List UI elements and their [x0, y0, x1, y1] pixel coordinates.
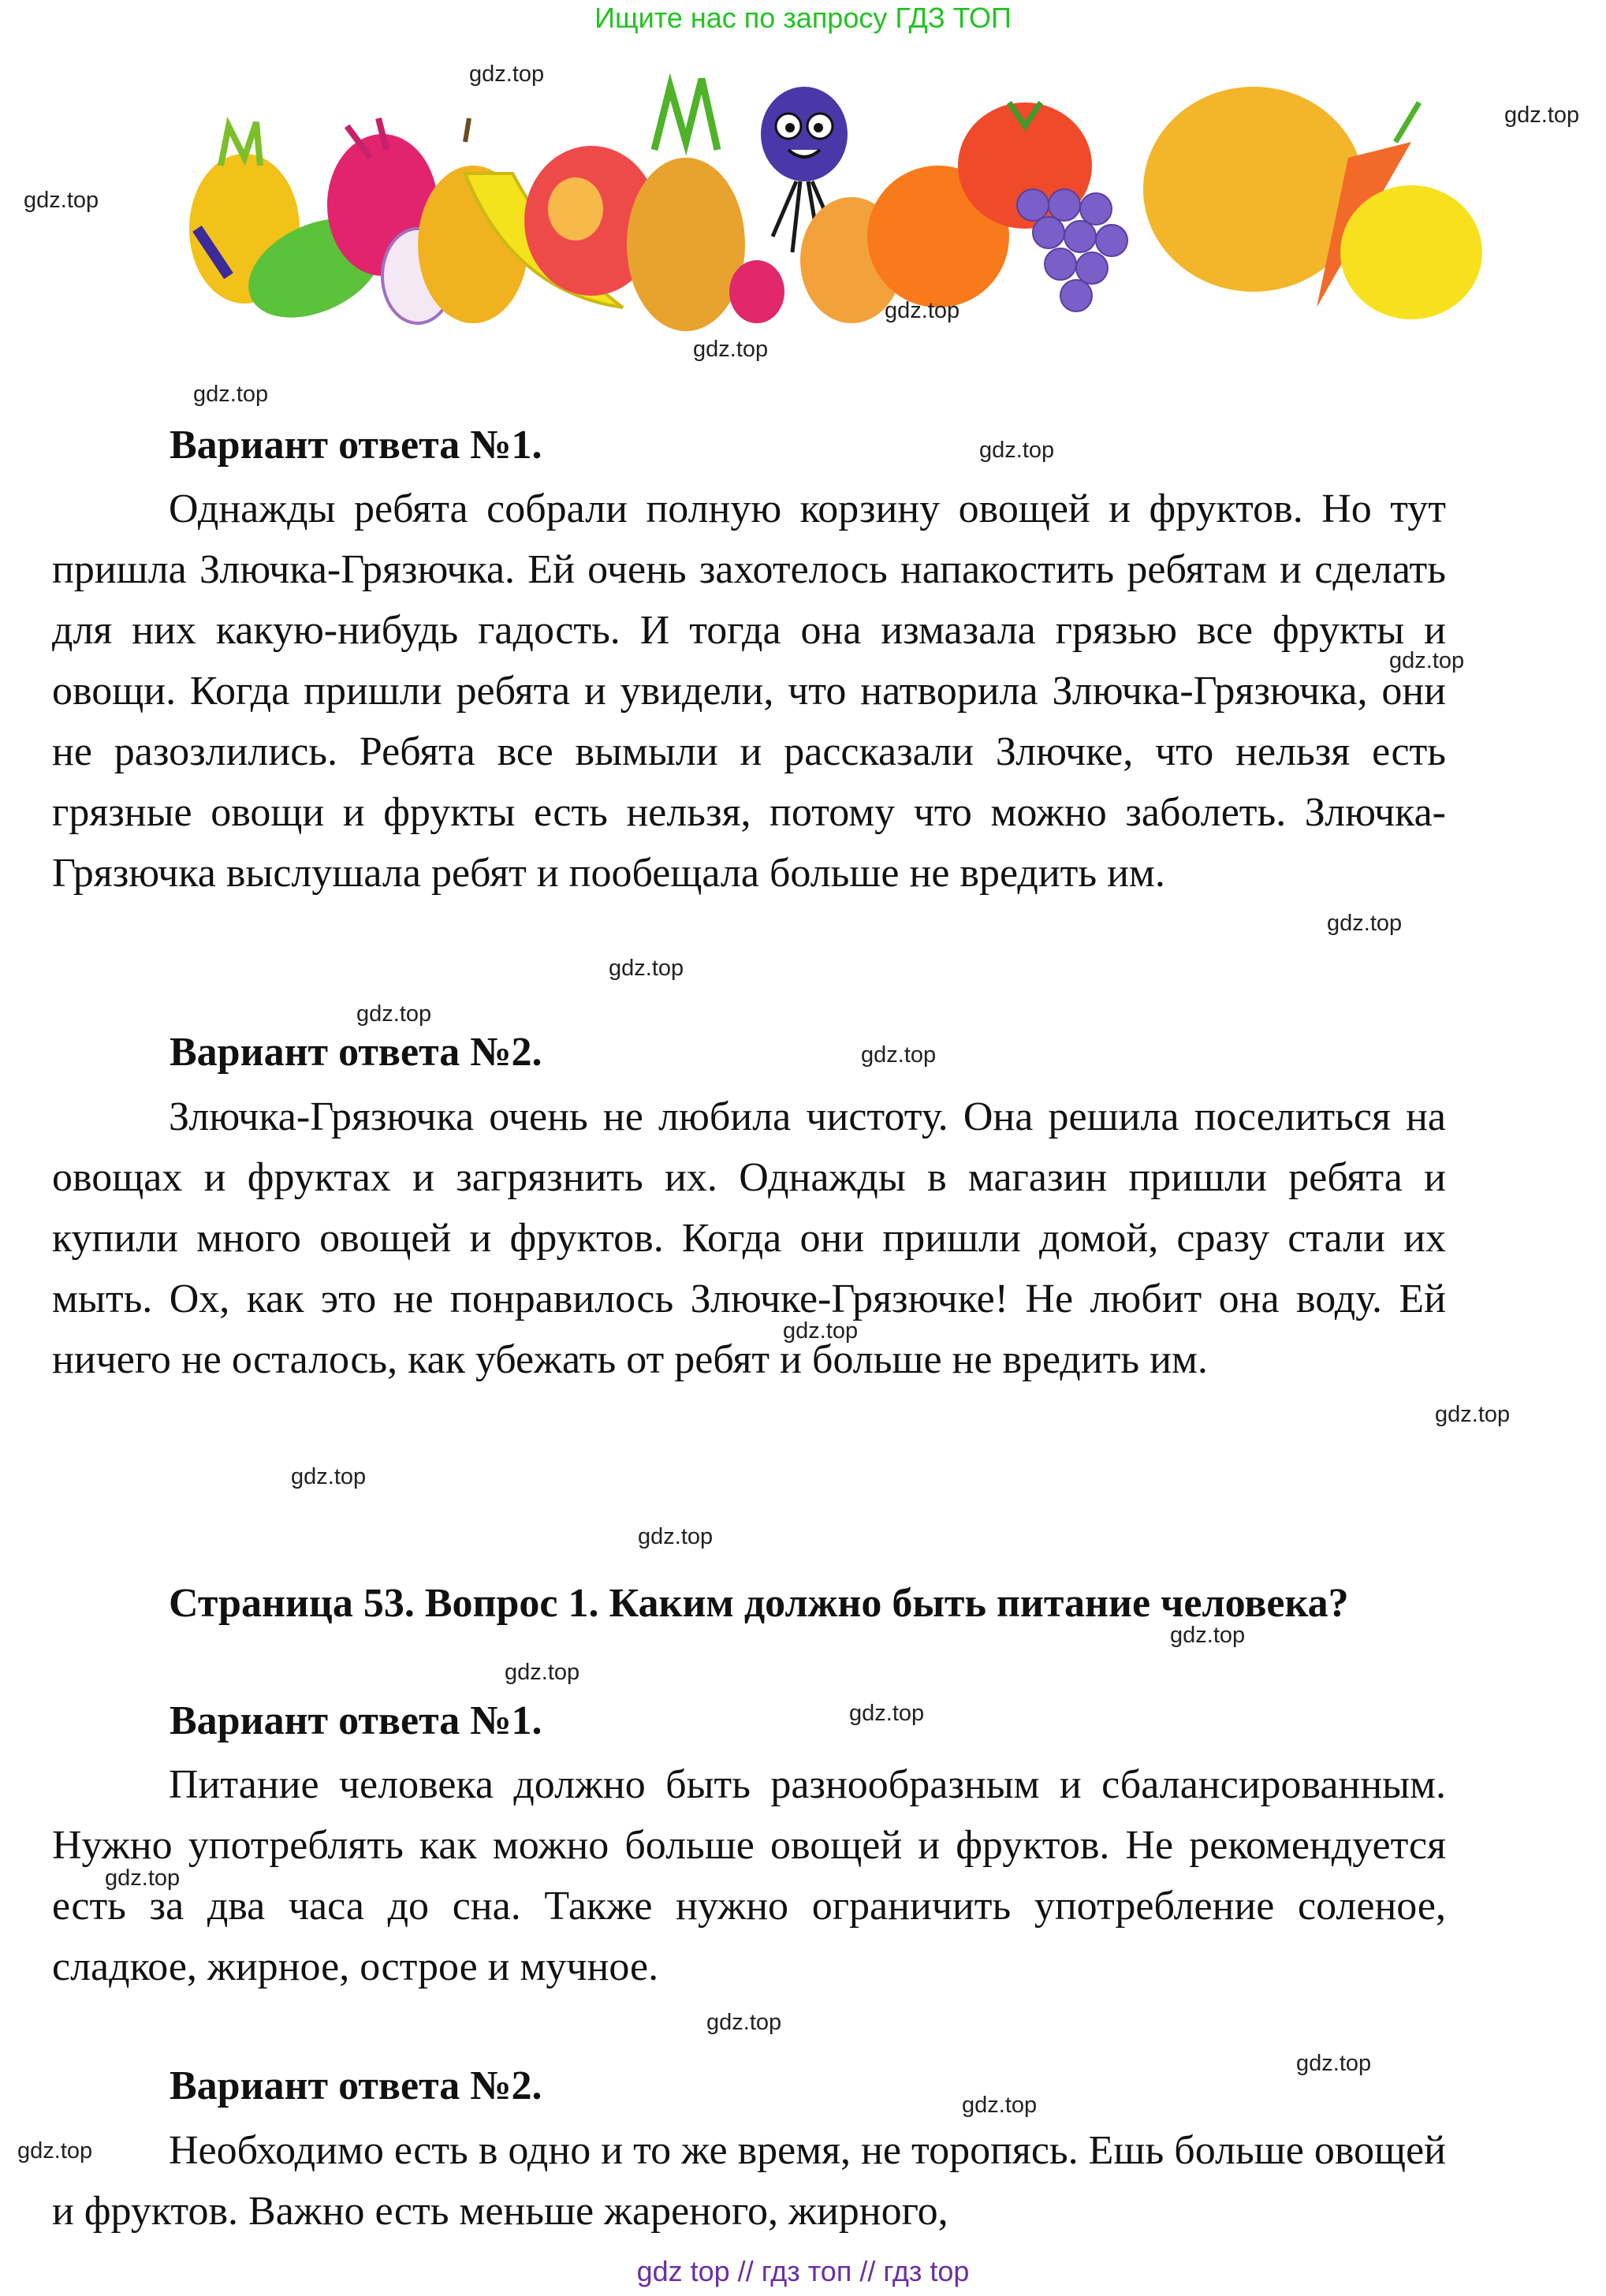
question-answer-heading-1: Вариант ответа №1. [170, 1698, 542, 1743]
watermark: gdz.top [1170, 1623, 1246, 1648]
question-answer-text-1: Питание человека должно быть разнообразным и сбалансированным. Нужно употреблять как можно больше овощей и фруктов. Не рекомендуется есть за два часа до сна. Также нужно ограничить употребление соленое, сладкое, жирное, острое и мучное. [52, 1762, 1446, 1989]
question-answer-text-2: Необходимо есть в одно и то же время, не торопясь. Ешь больше овощей и фруктов. Важно есть меньше жареного, жирного, [52, 2128, 1446, 2234]
watermark: gdz.top [1389, 648, 1465, 673]
watermark: gdz.top [979, 438, 1055, 463]
watermark: gdz.top [1435, 1402, 1511, 1427]
footer-links: gdz top // гдз топ // гдз top [636, 2255, 970, 2287]
watermark: gdz.top [885, 298, 960, 323]
watermark: gdz.top [356, 1001, 432, 1027]
watermark: gdz.top [105, 1866, 181, 1891]
watermark: gdz.top [638, 1524, 714, 1549]
watermark: gdz.top [1296, 2051, 1372, 2076]
answer-paragraph-1 [52, 479, 1446, 904]
answer-text-2: Злючка-Грязючка очень не любила чистоту. Она решила поселиться на овощах и фруктах и загрязнить их. Однажды в магазин пришли ребята и купили много овощей и фруктов. Когда они пришли домой, сразу стали их мыть. Ох, как это не понравилось Злючке-Грязючке! Не любит она воду. Ей ничего не осталось, как убежать от ребят и больше не вредить им. [52, 1094, 1446, 1382]
watermark: gdz.top [17, 2138, 93, 2164]
watermark: gdz.top [693, 337, 769, 362]
fruits-vegetables-illustration [181, 71, 1537, 331]
watermark: gdz.top [469, 62, 545, 87]
question-answer-paragraph-1 [52, 1754, 1446, 1997]
question-title-text: Страница 53. Вопрос 1. Каким должно быть питание человека? [169, 1581, 1349, 1626]
watermark: gdz.top [193, 382, 269, 407]
watermark: gdz.top [609, 956, 684, 981]
question-title [52, 1573, 1446, 1634]
watermark: gdz.top [706, 2010, 782, 2035]
question-answer-heading-2: Вариант ответа №2. [170, 2063, 542, 2108]
watermark: gdz.top [1504, 102, 1580, 128]
watermark: gdz.top [24, 188, 99, 213]
answer-heading-1: Вариант ответа №1. [170, 423, 542, 468]
answer-text-1: Однажды ребята собрали полную корзину овощей и фруктов. Но тут пришла Злючка-Грязючка. Ей очень захотелось напакостить ребятам и сделать для них какую-нибудь гадость. И тогда она измазала грязью все фрукты и овощи. Когда пришли ребята и увидели, что натворила Злючка-Грязючка, они не разозлились. Ребята все вымыли и рассказали Злючке, что нельзя есть грязные овощи и фрукты есть нельзя, потому что можно заболеть. Злючка-Грязючка выслушала ребят и пообещала больше не вредить им. [52, 486, 1446, 896]
answer-heading-2: Вариант ответа №2. [170, 1030, 542, 1075]
question-answer-paragraph-2 [52, 2120, 1446, 2242]
watermark: gdz.top [505, 1660, 580, 1685]
watermark: gdz.top [849, 1701, 925, 1726]
search-banner: Ищите нас по запросу ГДЗ ТОП [594, 2, 1012, 34]
watermark: gdz.top [783, 1318, 859, 1344]
answer-paragraph-2 [52, 1086, 1446, 1390]
watermark: gdz.top [1327, 911, 1403, 936]
watermark: gdz.top [291, 1464, 367, 1489]
watermark: gdz.top [962, 2093, 1038, 2118]
watermark: gdz.top [861, 1042, 937, 1068]
